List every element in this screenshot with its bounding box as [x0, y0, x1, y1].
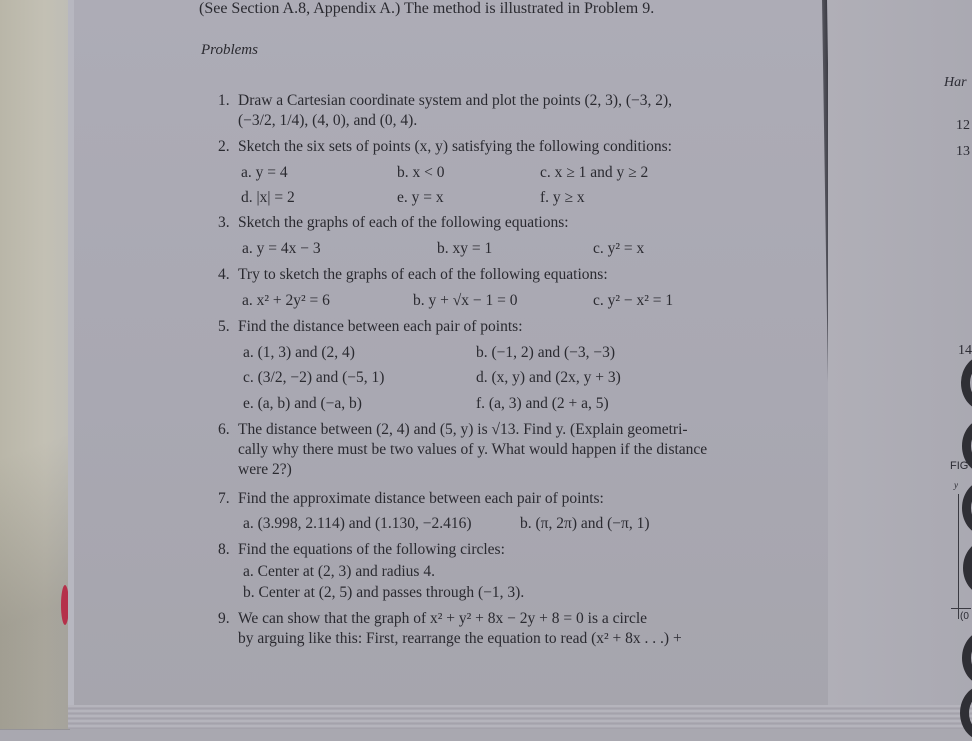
- problem-number: 3.: [218, 214, 230, 231]
- problem-text: by arguing like this: First, rearrange the equation to read (x² + 8x . . .) +: [238, 630, 682, 647]
- page-edges: [68, 705, 972, 729]
- problem-text: Find the distance between each pair of points:: [238, 318, 523, 335]
- problem-text: The distance between (2, 4) and (5, y) is √13. Find y. (Explain geometri-: [238, 421, 688, 438]
- option-2e: e. y = x: [397, 189, 444, 206]
- problem-number: 9.: [218, 610, 230, 627]
- option-4a: a. x² + 2y² = 6: [242, 292, 330, 309]
- option-2c: c. x ≥ 1 and y ≥ 2: [540, 164, 649, 181]
- problem-number: 8.: [218, 541, 230, 558]
- axis-label: y: [954, 480, 958, 490]
- shadow: [0, 330, 70, 730]
- problem-2: [218, 137, 672, 157]
- right-page-number: 13: [956, 144, 970, 159]
- problem-text: Find the approximate distance between each pair of points:: [238, 490, 604, 507]
- intro-line: (See Section A.8, Appendix A.) The method is illustrated in Problem 9.: [199, 0, 655, 17]
- option-5b: b. (−1, 2) and (−3, −3): [476, 344, 616, 361]
- option-2a: a. y = 4: [241, 164, 288, 181]
- option-5f: f. (a, 3) and (2 + a, 5): [476, 395, 609, 412]
- option-2f: f. y ≥ x: [540, 189, 585, 206]
- problem-number: 7.: [218, 490, 230, 507]
- option-2b: b. x < 0: [397, 164, 445, 181]
- right-page: [828, 0, 972, 729]
- option-4b: b. y + √x − 1 = 0: [413, 292, 518, 309]
- problem-text: Find the equations of the following circles:: [238, 541, 505, 558]
- section-title: Problems: [201, 42, 258, 58]
- problem-text: (−3/2, 1/4), (4, 0), and (0, 4).: [238, 112, 418, 129]
- right-page-number: 14: [958, 343, 972, 358]
- problem-number: 5.: [218, 318, 230, 335]
- problem-number: 1.: [218, 92, 230, 109]
- problem-text: We can show that the graph of x² + y² + 8x − 2y + 8 = 0 is a circle: [238, 610, 648, 627]
- option-3b: b. xy = 1: [437, 240, 493, 257]
- problem-7: [218, 489, 604, 509]
- problem-6: [218, 420, 707, 480]
- option-7a: a. (3.998, 2.114) and (1.130, −2.416): [243, 515, 472, 532]
- problem-1: [218, 91, 672, 131]
- option-4c: c. y² − x² = 1: [593, 292, 674, 309]
- option-5a: a. (1, 3) and (2, 4): [243, 344, 355, 361]
- figure-x-axis: [951, 608, 971, 609]
- option-2d: d. |x| = 2: [241, 189, 295, 206]
- option-7b: b. (π, 2π) and (−π, 1): [520, 515, 650, 532]
- figure-label: FIG: [950, 460, 969, 472]
- option-8b: b. Center at (2, 5) and passes through (−1, 3).: [243, 584, 525, 601]
- problem-4: [218, 265, 608, 285]
- option-5d: d. (x, y) and (2x, y + 3): [476, 369, 621, 386]
- figure-y-axis: [958, 494, 959, 619]
- option-5e: e. (a, b) and (−a, b): [243, 395, 362, 412]
- problem-text: Sketch the six sets of points (x, y) satisfying the following conditions:: [238, 138, 672, 155]
- problem-5: [218, 317, 523, 337]
- problem-text: Sketch the graphs of each of the following equations:: [238, 214, 569, 231]
- problem-number: 4.: [218, 266, 230, 283]
- option-3c: c. y² = x: [593, 240, 645, 257]
- problem-text: Try to sketch the graphs of each of the following equations:: [238, 266, 608, 283]
- option-3a: a. y = 4x − 3: [242, 240, 321, 257]
- problem-3: [218, 213, 569, 233]
- option-8a: a. Center at (2, 3) and radius 4.: [243, 563, 435, 580]
- problem-number: 6.: [218, 421, 230, 438]
- right-page-heading: Har: [944, 75, 967, 90]
- origin-label: (0: [960, 611, 969, 622]
- option-5c: c. (3/2, −2) and (−5, 1): [243, 369, 385, 386]
- problem-text: Draw a Cartesian coordinate system and plot the points (2, 3), (−3, 2),: [238, 92, 673, 109]
- problem-text: were 2?): [238, 461, 292, 478]
- problem-8: [218, 540, 505, 560]
- problem-9: [218, 609, 682, 649]
- right-page-number: 12: [956, 118, 970, 133]
- problem-number: 2.: [218, 138, 230, 155]
- problem-text: cally why there must be two values of y. What would happen if the distance: [238, 441, 708, 458]
